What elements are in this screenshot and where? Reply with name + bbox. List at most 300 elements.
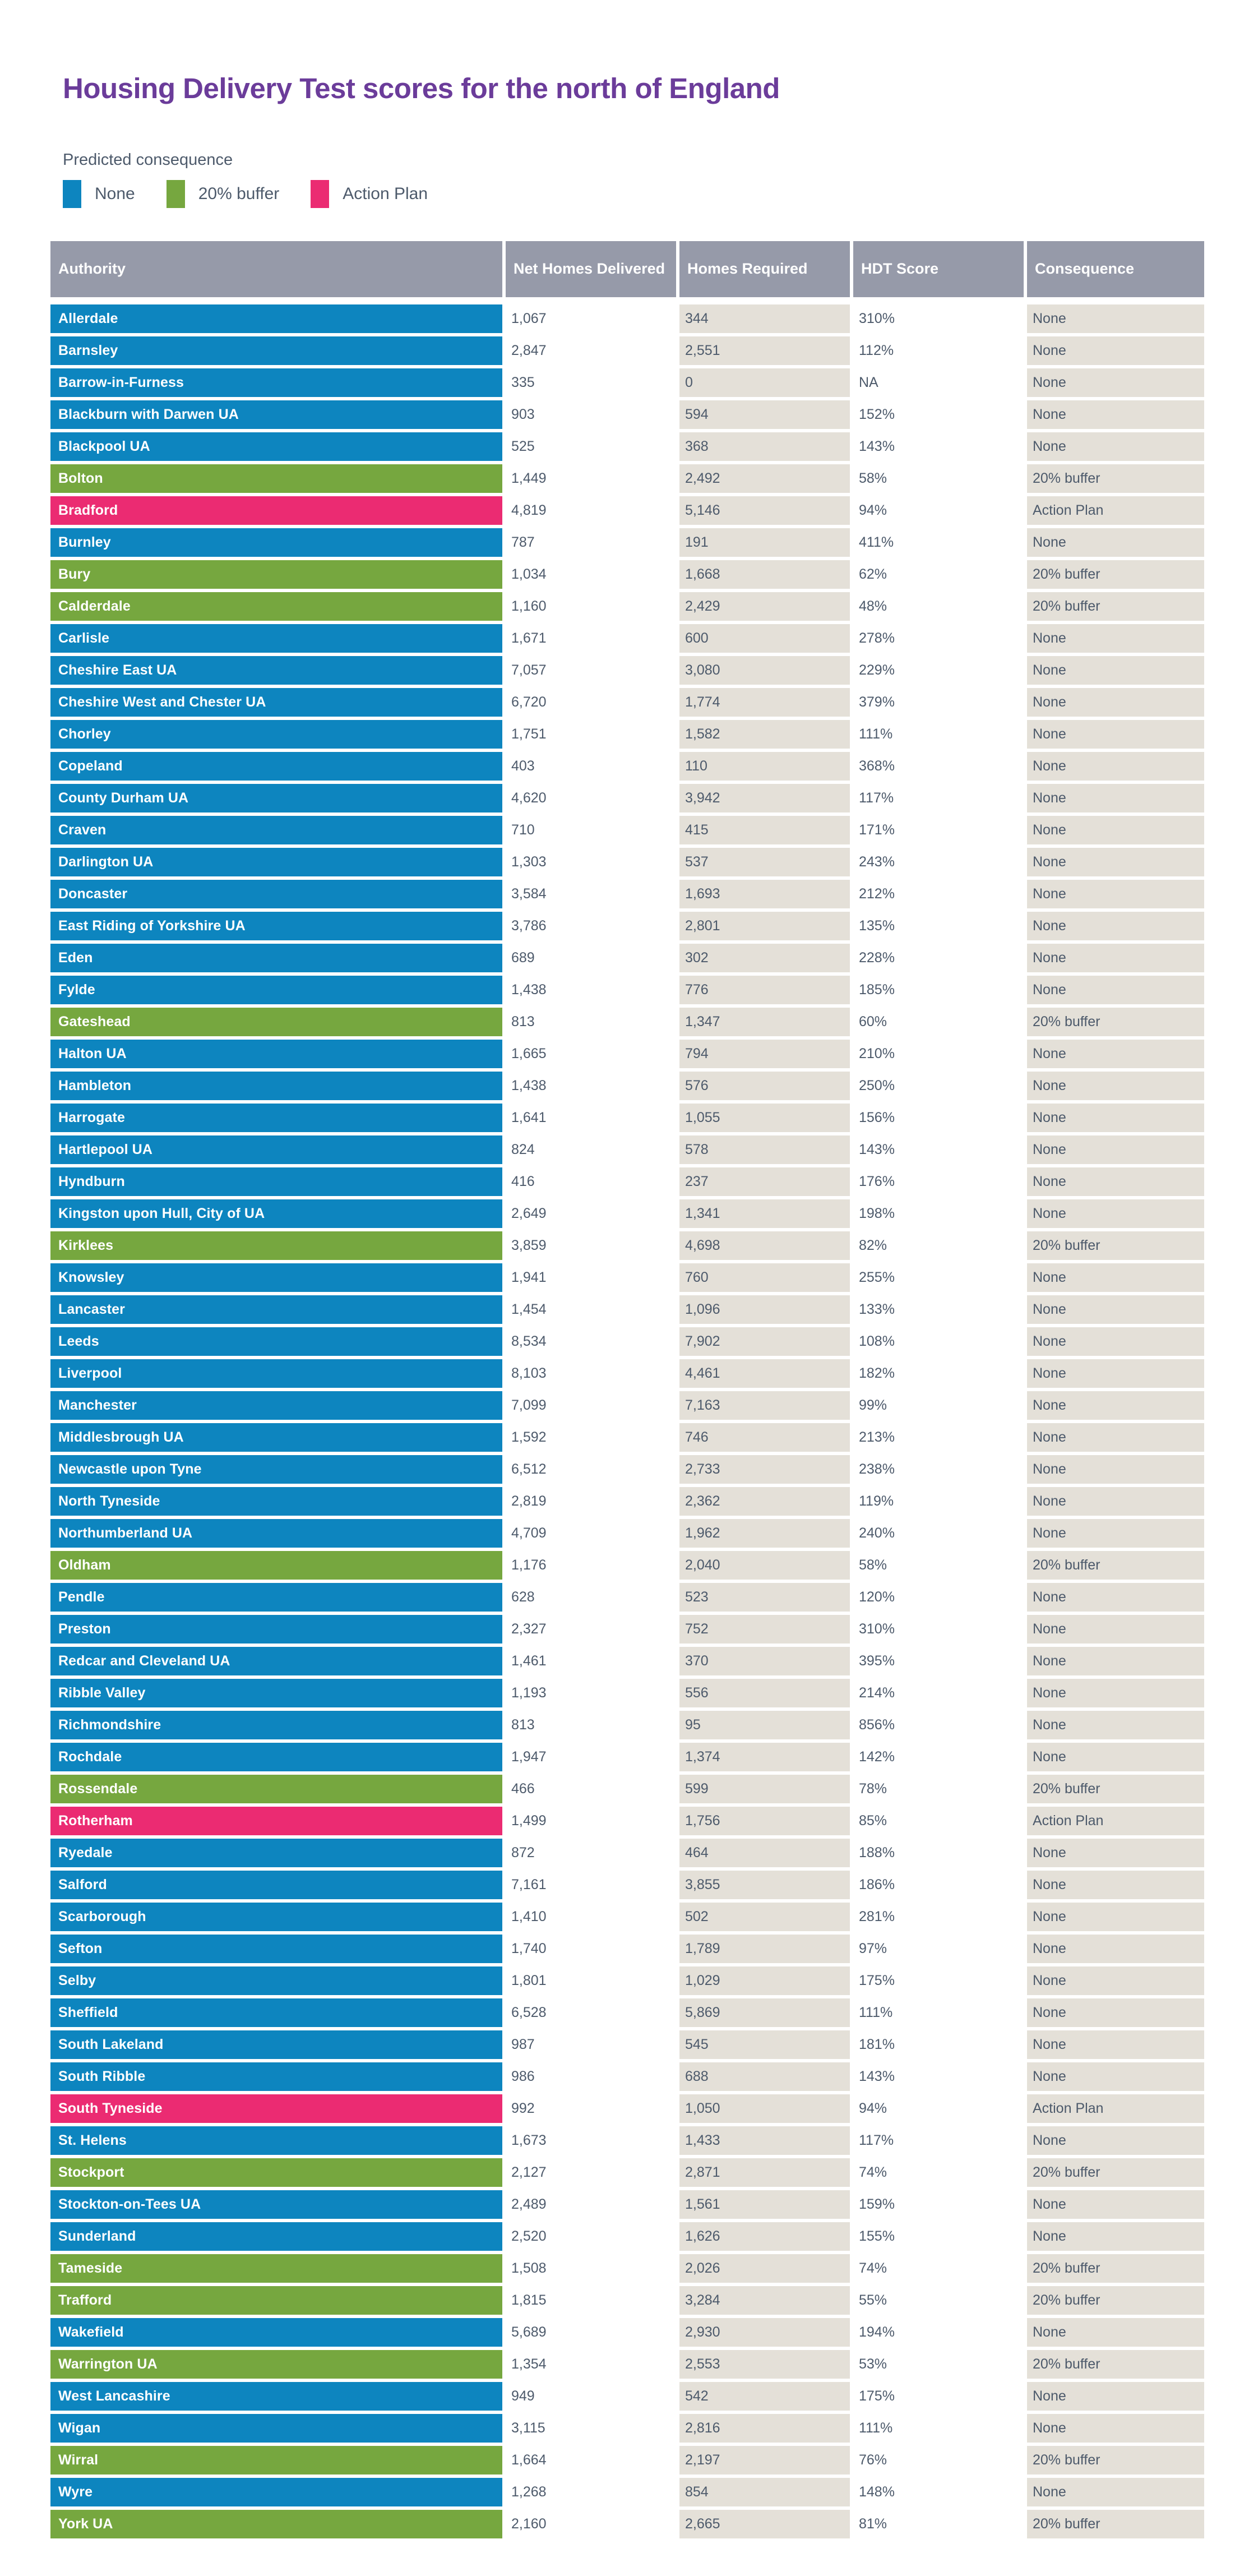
table-row — [50, 368, 1205, 397]
cell-authority: Hartlepool UA — [50, 1135, 502, 1164]
cell-authority: Knowsley — [50, 1263, 502, 1292]
cell-net-homes-delivered: 689 — [506, 944, 676, 972]
cell-homes-required: 368 — [679, 432, 850, 461]
cell-net-homes-delivered: 710 — [506, 816, 676, 844]
legend-item-label: Action Plan — [343, 184, 428, 203]
cell-homes-required: 600 — [679, 624, 850, 653]
cell-consequence: None — [1027, 1839, 1204, 1867]
cell-homes-required: 776 — [679, 976, 850, 1004]
cell-net-homes-delivered: 1,751 — [506, 720, 676, 749]
cell-hdt-score: 58% — [853, 464, 1024, 493]
cell-hdt-score: 94% — [853, 496, 1024, 525]
cell-consequence: None — [1027, 1199, 1204, 1228]
table-row — [50, 784, 1205, 812]
table-row — [50, 1231, 1205, 1260]
cell-net-homes-delivered: 6,512 — [506, 1455, 676, 1484]
cell-consequence: None — [1027, 2414, 1204, 2443]
color-swatch-icon — [166, 180, 185, 208]
cell-authority: Wirral — [50, 2446, 502, 2475]
cell-authority: Wyre — [50, 2478, 502, 2506]
cell-consequence: None — [1027, 816, 1204, 844]
cell-consequence: None — [1027, 304, 1204, 333]
color-swatch-icon — [63, 180, 81, 208]
cell-net-homes-delivered: 992 — [506, 2094, 676, 2123]
table-row — [50, 752, 1205, 781]
cell-homes-required: 7,163 — [679, 1391, 850, 1420]
cell-authority: Kirklees — [50, 1231, 502, 1260]
table-row — [50, 2062, 1205, 2091]
cell-hdt-score: 119% — [853, 1487, 1024, 1516]
cell-authority: Newcastle upon Tyne — [50, 1455, 502, 1484]
table-row — [50, 1935, 1205, 1963]
cell-authority: Gateshead — [50, 1008, 502, 1036]
cell-consequence: None — [1027, 1295, 1204, 1324]
cell-net-homes-delivered: 416 — [506, 1167, 676, 1196]
cell-net-homes-delivered: 1,947 — [506, 1743, 676, 1771]
cell-homes-required: 1,756 — [679, 1807, 850, 1835]
cell-net-homes-delivered: 2,489 — [506, 2190, 676, 2219]
cell-authority: Middlesbrough UA — [50, 1423, 502, 1452]
cell-hdt-score: 112% — [853, 336, 1024, 365]
table-row — [50, 2158, 1205, 2187]
cell-hdt-score: 78% — [853, 1775, 1024, 1803]
cell-hdt-score: 143% — [853, 2062, 1024, 2091]
cell-consequence: Action Plan — [1027, 2094, 1204, 2123]
table-row — [50, 976, 1205, 1004]
cell-hdt-score: 143% — [853, 432, 1024, 461]
cell-homes-required: 2,816 — [679, 2414, 850, 2443]
cell-consequence: None — [1027, 624, 1204, 653]
cell-homes-required: 1,561 — [679, 2190, 850, 2219]
cell-hdt-score: 120% — [853, 1583, 1024, 1612]
cell-authority: Preston — [50, 1615, 502, 1644]
table-row — [50, 848, 1205, 876]
cell-authority: Hambleton — [50, 1072, 502, 1100]
cell-homes-required: 2,026 — [679, 2254, 850, 2283]
cell-net-homes-delivered: 7,057 — [506, 656, 676, 685]
cell-net-homes-delivered: 8,103 — [506, 1359, 676, 1388]
cell-consequence: None — [1027, 2062, 1204, 2091]
table-row — [50, 2126, 1205, 2155]
cell-homes-required: 746 — [679, 1423, 850, 1452]
table-row — [50, 1487, 1205, 1516]
table-row — [50, 1903, 1205, 1931]
cell-homes-required: 523 — [679, 1583, 850, 1612]
cell-net-homes-delivered: 813 — [506, 1008, 676, 1036]
table-row — [50, 1583, 1205, 1612]
cell-net-homes-delivered: 2,327 — [506, 1615, 676, 1644]
cell-consequence: None — [1027, 1391, 1204, 1420]
cell-net-homes-delivered: 1,303 — [506, 848, 676, 876]
cell-homes-required: 2,429 — [679, 592, 850, 621]
table-row — [50, 1998, 1205, 2027]
cell-hdt-score: 85% — [853, 1807, 1024, 1835]
cell-authority: Darlington UA — [50, 848, 502, 876]
cell-hdt-score: 185% — [853, 976, 1024, 1004]
cell-homes-required: 344 — [679, 304, 850, 333]
cell-net-homes-delivered: 6,720 — [506, 688, 676, 717]
cell-authority: Barrow-in-Furness — [50, 368, 502, 397]
table-row — [50, 1775, 1205, 1803]
column-header-hdt-score: HDT Score — [853, 241, 1024, 297]
cell-hdt-score: 188% — [853, 1839, 1024, 1867]
cell-hdt-score: 155% — [853, 2222, 1024, 2251]
cell-homes-required: 1,029 — [679, 1966, 850, 1995]
table-row — [50, 2030, 1205, 2059]
cell-homes-required: 537 — [679, 848, 850, 876]
cell-authority: Selby — [50, 1966, 502, 1995]
cell-hdt-score: 181% — [853, 2030, 1024, 2059]
table-row — [50, 1455, 1205, 1484]
cell-consequence: None — [1027, 2126, 1204, 2155]
cell-consequence: None — [1027, 720, 1204, 749]
cell-net-homes-delivered: 628 — [506, 1583, 676, 1612]
cell-authority: Richmondshire — [50, 1711, 502, 1739]
cell-net-homes-delivered: 1,665 — [506, 1040, 676, 1068]
cell-authority: East Riding of Yorkshire UA — [50, 912, 502, 940]
cell-homes-required: 594 — [679, 400, 850, 429]
cell-authority: Cheshire West and Chester UA — [50, 688, 502, 717]
cell-authority: Burnley — [50, 528, 502, 557]
cell-homes-required: 7,902 — [679, 1327, 850, 1356]
cell-hdt-score: 142% — [853, 1743, 1024, 1771]
cell-authority: York UA — [50, 2510, 502, 2538]
cell-authority: Oldham — [50, 1551, 502, 1580]
cell-authority: Manchester — [50, 1391, 502, 1420]
cell-homes-required: 599 — [679, 1775, 850, 1803]
cell-net-homes-delivered: 1,499 — [506, 1807, 676, 1835]
cell-hdt-score: 82% — [853, 1231, 1024, 1260]
table-row — [50, 1040, 1205, 1068]
cell-net-homes-delivered: 1,671 — [506, 624, 676, 653]
table-row — [50, 1519, 1205, 1548]
cell-consequence: None — [1027, 1423, 1204, 1452]
cell-net-homes-delivered: 7,099 — [506, 1391, 676, 1420]
cell-consequence: 20% buffer — [1027, 2446, 1204, 2475]
cell-authority: Redcar and Cleveland UA — [50, 1647, 502, 1675]
cell-hdt-score: 310% — [853, 304, 1024, 333]
cell-authority: Wakefield — [50, 2318, 502, 2347]
cell-net-homes-delivered: 2,160 — [506, 2510, 676, 2538]
table-row — [50, 2318, 1205, 2347]
cell-homes-required: 2,197 — [679, 2446, 850, 2475]
cell-homes-required: 1,962 — [679, 1519, 850, 1548]
cell-net-homes-delivered: 1,067 — [506, 304, 676, 333]
cell-hdt-score: 111% — [853, 720, 1024, 749]
cell-homes-required: 415 — [679, 816, 850, 844]
cell-consequence: None — [1027, 688, 1204, 717]
cell-homes-required: 110 — [679, 752, 850, 781]
table-row — [50, 1135, 1205, 1164]
cell-net-homes-delivered: 525 — [506, 432, 676, 461]
cell-net-homes-delivered: 903 — [506, 400, 676, 429]
cell-net-homes-delivered: 6,528 — [506, 1998, 676, 2027]
cell-homes-required: 752 — [679, 1615, 850, 1644]
cell-net-homes-delivered: 5,689 — [506, 2318, 676, 2347]
cell-homes-required: 545 — [679, 2030, 850, 2059]
table-row — [50, 2350, 1205, 2379]
legend-item-label: None — [95, 184, 135, 203]
cell-consequence: 20% buffer — [1027, 1551, 1204, 1580]
table-row — [50, 1167, 1205, 1196]
cell-authority: Rotherham — [50, 1807, 502, 1835]
cell-authority: County Durham UA — [50, 784, 502, 812]
cell-consequence: None — [1027, 1935, 1204, 1963]
cell-net-homes-delivered: 1,508 — [506, 2254, 676, 2283]
cell-net-homes-delivered: 7,161 — [506, 1871, 676, 1899]
cell-homes-required: 0 — [679, 368, 850, 397]
cell-consequence: None — [1027, 2318, 1204, 2347]
legend-item-none — [63, 180, 135, 208]
table-row — [50, 2254, 1205, 2283]
cell-net-homes-delivered: 1,740 — [506, 1935, 676, 1963]
cell-homes-required: 1,626 — [679, 2222, 850, 2251]
cell-consequence: 20% buffer — [1027, 2510, 1204, 2538]
cell-authority: Salford — [50, 1871, 502, 1899]
table-row — [50, 1551, 1205, 1580]
cell-homes-required: 4,698 — [679, 1231, 850, 1260]
cell-net-homes-delivered: 1,801 — [506, 1966, 676, 1995]
cell-consequence: 20% buffer — [1027, 464, 1204, 493]
cell-homes-required: 1,693 — [679, 880, 850, 908]
cell-authority: Bolton — [50, 464, 502, 493]
cell-authority: Stockport — [50, 2158, 502, 2187]
cell-consequence: None — [1027, 1327, 1204, 1356]
cell-authority: South Tyneside — [50, 2094, 502, 2123]
cell-hdt-score: 856% — [853, 1711, 1024, 1739]
cell-consequence: None — [1027, 976, 1204, 1004]
cell-consequence: None — [1027, 1871, 1204, 1899]
cell-consequence: 20% buffer — [1027, 1008, 1204, 1036]
table-row — [50, 496, 1205, 525]
cell-net-homes-delivered: 1,461 — [506, 1647, 676, 1675]
cell-consequence: None — [1027, 336, 1204, 365]
cell-homes-required: 1,374 — [679, 1743, 850, 1771]
cell-hdt-score: 176% — [853, 1167, 1024, 1196]
table-row — [50, 304, 1205, 333]
cell-homes-required: 502 — [679, 1903, 850, 1931]
table-row — [50, 1327, 1205, 1356]
cell-consequence: Action Plan — [1027, 496, 1204, 525]
cell-consequence: None — [1027, 368, 1204, 397]
cell-authority: Craven — [50, 816, 502, 844]
cell-net-homes-delivered: 8,534 — [506, 1327, 676, 1356]
cell-homes-required: 3,942 — [679, 784, 850, 812]
cell-net-homes-delivered: 986 — [506, 2062, 676, 2091]
table-row — [50, 2478, 1205, 2506]
cell-hdt-score: 214% — [853, 1679, 1024, 1707]
cell-hdt-score: 159% — [853, 2190, 1024, 2219]
cell-hdt-score: 182% — [853, 1359, 1024, 1388]
cell-authority: Ribble Valley — [50, 1679, 502, 1707]
cell-authority: Lancaster — [50, 1295, 502, 1324]
table-row — [50, 816, 1205, 844]
cell-authority: Doncaster — [50, 880, 502, 908]
cell-consequence: None — [1027, 944, 1204, 972]
cell-net-homes-delivered: 1,193 — [506, 1679, 676, 1707]
cell-hdt-score: 395% — [853, 1647, 1024, 1675]
cell-homes-required: 2,801 — [679, 912, 850, 940]
cell-net-homes-delivered: 466 — [506, 1775, 676, 1803]
cell-hdt-score: 255% — [853, 1263, 1024, 1292]
table-row — [50, 1359, 1205, 1388]
cell-consequence: None — [1027, 848, 1204, 876]
cell-net-homes-delivered: 2,819 — [506, 1487, 676, 1516]
cell-net-homes-delivered: 1,454 — [506, 1295, 676, 1324]
table-row — [50, 624, 1205, 653]
cell-net-homes-delivered: 1,941 — [506, 1263, 676, 1292]
cell-hdt-score: 48% — [853, 592, 1024, 621]
cell-net-homes-delivered: 1,410 — [506, 1903, 676, 1931]
table-row — [50, 592, 1205, 621]
cell-consequence: None — [1027, 752, 1204, 781]
legend-item-buffer — [166, 180, 280, 208]
cell-consequence: None — [1027, 1903, 1204, 1931]
table-row — [50, 2446, 1205, 2475]
cell-net-homes-delivered: 3,859 — [506, 1231, 676, 1260]
table-row — [50, 1743, 1205, 1771]
table-row — [50, 656, 1205, 685]
table-row — [50, 1807, 1205, 1835]
cell-authority: Rossendale — [50, 1775, 502, 1803]
cell-consequence: None — [1027, 1519, 1204, 1548]
cell-hdt-score: 58% — [853, 1551, 1024, 1580]
table-row — [50, 560, 1205, 589]
table-row — [50, 432, 1205, 461]
cell-net-homes-delivered: 824 — [506, 1135, 676, 1164]
cell-authority: Bury — [50, 560, 502, 589]
cell-hdt-score: 53% — [853, 2350, 1024, 2379]
cell-authority: Kingston upon Hull, City of UA — [50, 1199, 502, 1228]
table-row — [50, 1679, 1205, 1707]
cell-homes-required: 3,080 — [679, 656, 850, 685]
cell-hdt-score: 60% — [853, 1008, 1024, 1036]
cell-consequence: None — [1027, 784, 1204, 812]
cell-net-homes-delivered: 3,584 — [506, 880, 676, 908]
cell-hdt-score: 62% — [853, 560, 1024, 589]
cell-authority: Rochdale — [50, 1743, 502, 1771]
cell-hdt-score: 310% — [853, 1615, 1024, 1644]
cell-hdt-score: 281% — [853, 1903, 1024, 1931]
cell-homes-required: 1,055 — [679, 1104, 850, 1132]
table-row — [50, 1647, 1205, 1675]
cell-consequence: None — [1027, 2382, 1204, 2411]
cell-consequence: None — [1027, 1455, 1204, 1484]
cell-homes-required: 1,347 — [679, 1008, 850, 1036]
cell-hdt-score: 243% — [853, 848, 1024, 876]
cell-hdt-score: 229% — [853, 656, 1024, 685]
cell-net-homes-delivered: 2,127 — [506, 2158, 676, 2187]
cell-net-homes-delivered: 1,268 — [506, 2478, 676, 2506]
cell-hdt-score: 55% — [853, 2286, 1024, 2315]
cell-net-homes-delivered: 1,664 — [506, 2446, 676, 2475]
cell-homes-required: 5,869 — [679, 1998, 850, 2027]
cell-authority: Northumberland UA — [50, 1519, 502, 1548]
column-header-homes-required: Homes Required — [679, 241, 850, 297]
cell-authority: Sheffield — [50, 1998, 502, 2027]
table-row — [50, 1966, 1205, 1995]
cell-authority: Blackpool UA — [50, 432, 502, 461]
cell-homes-required: 464 — [679, 1839, 850, 1867]
cell-net-homes-delivered: 949 — [506, 2382, 676, 2411]
cell-hdt-score: 148% — [853, 2478, 1024, 2506]
table-row — [50, 2286, 1205, 2315]
cell-authority: Fylde — [50, 976, 502, 1004]
cell-consequence: None — [1027, 1679, 1204, 1707]
cell-consequence: None — [1027, 1966, 1204, 1995]
cell-homes-required: 794 — [679, 1040, 850, 1068]
cell-net-homes-delivered: 3,115 — [506, 2414, 676, 2443]
cell-authority: Calderdale — [50, 592, 502, 621]
cell-authority: Trafford — [50, 2286, 502, 2315]
cell-authority: Blackburn with Darwen UA — [50, 400, 502, 429]
cell-homes-required: 1,789 — [679, 1935, 850, 1963]
table-row — [50, 1711, 1205, 1739]
cell-authority: Cheshire East UA — [50, 656, 502, 685]
cell-hdt-score: 175% — [853, 1966, 1024, 1995]
cell-consequence: None — [1027, 912, 1204, 940]
cell-hdt-score: 238% — [853, 1455, 1024, 1484]
cell-net-homes-delivered: 1,449 — [506, 464, 676, 493]
table-row — [50, 464, 1205, 493]
cell-hdt-score: 250% — [853, 1072, 1024, 1100]
table-row — [50, 1263, 1205, 1292]
cell-homes-required: 576 — [679, 1072, 850, 1100]
cell-net-homes-delivered: 872 — [506, 1839, 676, 1867]
cell-homes-required: 1,050 — [679, 2094, 850, 2123]
cell-net-homes-delivered: 1,815 — [506, 2286, 676, 2315]
cell-homes-required: 2,362 — [679, 1487, 850, 1516]
cell-hdt-score: 175% — [853, 2382, 1024, 2411]
table-row — [50, 912, 1205, 940]
legend-caption: Predicted consequence — [63, 151, 233, 169]
table-row — [50, 944, 1205, 972]
cell-homes-required: 2,871 — [679, 2158, 850, 2187]
cell-net-homes-delivered: 1,176 — [506, 1551, 676, 1580]
cell-consequence: None — [1027, 1615, 1204, 1644]
table-header-row — [50, 241, 1205, 297]
cell-net-homes-delivered: 1,673 — [506, 2126, 676, 2155]
cell-consequence: None — [1027, 1072, 1204, 1100]
cell-homes-required: 1,668 — [679, 560, 850, 589]
cell-authority: Carlisle — [50, 624, 502, 653]
cell-authority: Liverpool — [50, 1359, 502, 1388]
cell-consequence: Action Plan — [1027, 1807, 1204, 1835]
cell-hdt-score: 210% — [853, 1040, 1024, 1068]
cell-authority: Hyndburn — [50, 1167, 502, 1196]
cell-consequence: 20% buffer — [1027, 1775, 1204, 1803]
cell-net-homes-delivered: 4,709 — [506, 1519, 676, 1548]
cell-consequence: None — [1027, 1647, 1204, 1675]
cell-net-homes-delivered: 1,160 — [506, 592, 676, 621]
cell-consequence: None — [1027, 1743, 1204, 1771]
cell-homes-required: 2,553 — [679, 2350, 850, 2379]
cell-consequence: None — [1027, 880, 1204, 908]
cell-homes-required: 1,774 — [679, 688, 850, 717]
cell-hdt-score: 99% — [853, 1391, 1024, 1420]
cell-net-homes-delivered: 2,649 — [506, 1199, 676, 1228]
table-row — [50, 1199, 1205, 1228]
cell-authority: Stockton-on-Tees UA — [50, 2190, 502, 2219]
cell-net-homes-delivered: 1,438 — [506, 1072, 676, 1100]
cell-consequence: 20% buffer — [1027, 2158, 1204, 2187]
cell-net-homes-delivered: 1,354 — [506, 2350, 676, 2379]
page-title: Housing Delivery Test scores for the north of England — [63, 72, 780, 104]
cell-homes-required: 854 — [679, 2478, 850, 2506]
cell-net-homes-delivered: 4,819 — [506, 496, 676, 525]
cell-authority: South Ribble — [50, 2062, 502, 2091]
cell-homes-required: 1,582 — [679, 720, 850, 749]
